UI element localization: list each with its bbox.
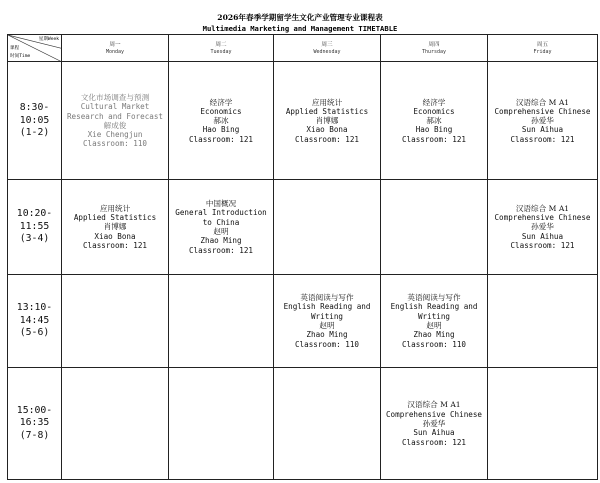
empty-cell-wed-slot-2[interactable] [274,180,381,274]
course-cell-fri-slot-2[interactable] [488,180,598,274]
classroom: Classroom: 110 [294,339,359,349]
slot-row-3 [8,274,598,367]
time-periods: (1-2) [19,127,50,139]
day-header-monday [62,35,169,62]
teacher-name-cn: 孙爱华 [531,222,554,232]
empty-cell-fri-slot-4[interactable] [488,368,598,480]
teacher-name-en: Sun Aihua [521,231,564,241]
course-block [381,293,487,349]
day-header-tuesday [169,35,274,62]
course-name-cn: 中国概况 [205,199,237,209]
teacher-name-en: Hao Bing [415,125,453,135]
course-block [62,93,168,149]
day-en: Friday [533,48,552,55]
course-name-en: Comprehensive Chinese [385,409,482,419]
classroom: Classroom: 121 [401,134,466,144]
course-block [488,204,597,250]
day-en: Tuesday [210,48,232,55]
course-block [381,98,487,144]
classroom: Classroom: 121 [401,437,466,447]
corner-time-label: 时间Time [10,54,31,60]
slot-row-2 [8,180,598,274]
time-start: 15:00- [16,404,53,416]
course-block [274,293,380,349]
classroom: Classroom: 121 [510,240,575,250]
teacher-name-cn: 肖博娜 [103,222,127,232]
course-name-cn: 英语阅读与写作 [407,293,461,303]
teacher-name-cn: 郝冰 [426,116,442,126]
empty-cell-mon-slot-3[interactable] [62,274,169,367]
teacher-name-cn: 解成俊 [103,120,127,130]
teacher-name-en: Xiao Bona [94,231,136,241]
empty-cell-tue-slot-3[interactable] [169,274,274,367]
empty-cell-wed-slot-4[interactable] [274,368,381,480]
slot-row-1 [8,62,598,180]
course-cell-mon-slot-1[interactable] [62,62,169,180]
day-header-thursday [381,35,488,62]
corner-cell [8,35,62,62]
course-cell-tue-slot-1[interactable] [169,62,274,180]
day-cn: 周三 [321,41,333,48]
course-cell-mon-slot-2[interactable] [62,180,169,274]
course-name-en: Cultural Market Research and Forecast [66,102,163,121]
teacher-name-cn: 肖博娜 [315,116,339,126]
course-name-en: Economics [200,106,242,116]
classroom: Classroom: 110 [401,339,466,349]
classroom: Classroom: 121 [188,134,253,144]
course-name-en: Comprehensive Chinese [494,106,591,116]
course-cell-wed-slot-3[interactable] [274,274,381,367]
teacher-name-cn: 赵明 [213,227,229,236]
time-cell-slot-3 [8,274,62,367]
course-cell-thu-slot-4[interactable] [381,368,488,480]
corner-weekday-label: 星期Week [38,37,59,42]
page-subtitle: Multimedia Marketing and Management TIMETABLE [202,24,398,33]
course-block [62,204,168,250]
classroom: Classroom: 110 [82,139,147,149]
teacher-name-cn: 孙爱华 [422,418,446,428]
time-end: 11:55 [19,220,50,232]
classroom: Classroom: 121 [294,134,359,144]
empty-cell-fri-slot-3[interactable] [488,274,598,367]
course-name-en: General Introduction to China [175,208,267,227]
classroom: Classroom: 121 [82,240,147,250]
teacher-name-en: Zhao Ming [306,330,348,340]
day-cn: 周一 [109,41,121,48]
course-name-en: Applied Statistics [73,213,157,223]
time-cell-slot-4 [8,368,62,480]
empty-cell-tue-slot-4[interactable] [169,368,274,480]
course-name-cn: 文化市场调查与预测 [80,92,150,102]
course-name-en: English Reading and Writing [390,302,478,321]
day-en: Monday [105,48,125,55]
day-cn: 周四 [428,41,440,48]
time-end: 16:35 [19,417,50,429]
course-name-cn: 汉语综合 M A1 [515,97,570,107]
teacher-name-en: Hao Bing [202,125,240,135]
course-name-cn: 汉语综合 M A1 [515,203,570,213]
course-name-cn: 应用统计 [311,97,343,107]
time-cell-slot-1 [8,62,62,180]
teacher-name-en: Sun Aihua [521,125,564,135]
course-block [274,98,380,144]
day-header-friday [488,35,598,62]
corner-course-label: 课程 [10,46,20,51]
teacher-name-en: Zhao Ming [413,330,455,340]
day-cn: 周二 [215,41,227,48]
course-name-en: Comprehensive Chinese [494,213,591,223]
time-end: 14:45 [19,314,50,326]
course-block [381,400,487,446]
teacher-name-en: Sun Aihua [413,428,455,438]
course-name-cn: 汉语综合 M A1 [407,400,461,410]
course-block [488,98,597,144]
page-title: 2026年春季学期留学生文化产业管理专业课程表 [217,13,383,22]
course-name-en: Applied Statistics [285,106,369,116]
teacher-name-en: Zhao Ming [200,236,242,246]
course-name-cn: 经济学 [422,97,446,107]
time-end: 10:05 [19,114,50,126]
day-en: Thursday [421,48,447,55]
course-name-en: English Reading and Writing [283,302,371,321]
timetable [7,34,598,480]
header-row [8,35,598,62]
teacher-name-en: Xie Chengjun [87,130,143,140]
teacher-name-cn: 孙爱华 [531,116,554,126]
course-block [169,199,273,255]
time-start: 8:30- [19,102,50,114]
time-periods: (3-4) [19,233,50,245]
course-name-cn: 英语阅读与写作 [300,293,354,303]
classroom: Classroom: 121 [188,245,253,255]
course-cell-thu-slot-1[interactable] [381,62,488,180]
slot-row-4 [8,368,598,480]
course-name-cn: 经济学 [209,97,233,107]
day-header-wednesday [274,35,381,62]
empty-cell-mon-slot-4[interactable] [62,368,169,480]
teacher-name-en: Xiao Bona [306,125,348,135]
course-cell-tue-slot-2[interactable] [169,180,274,274]
course-cell-wed-slot-1[interactable] [274,62,381,180]
day-cn: 周五 [536,41,549,48]
course-name-cn: 应用统计 [99,203,131,213]
time-start: 10:20- [16,208,53,220]
empty-cell-thu-slot-2[interactable] [381,180,488,274]
classroom: Classroom: 121 [510,134,575,144]
day-en: Wednesday [313,48,341,55]
time-cell-slot-2 [8,180,62,274]
time-periods: (7-8) [19,429,50,441]
course-name-en: Economics [413,106,455,116]
time-start: 13:10- [16,302,53,314]
teacher-name-cn: 赵明 [319,320,335,330]
course-cell-fri-slot-1[interactable] [488,62,598,180]
course-block [169,98,273,144]
teacher-name-cn: 赵明 [426,320,442,330]
teacher-name-cn: 郝冰 [213,116,229,126]
course-cell-thu-slot-3[interactable] [381,274,488,367]
time-periods: (5-6) [19,327,50,339]
